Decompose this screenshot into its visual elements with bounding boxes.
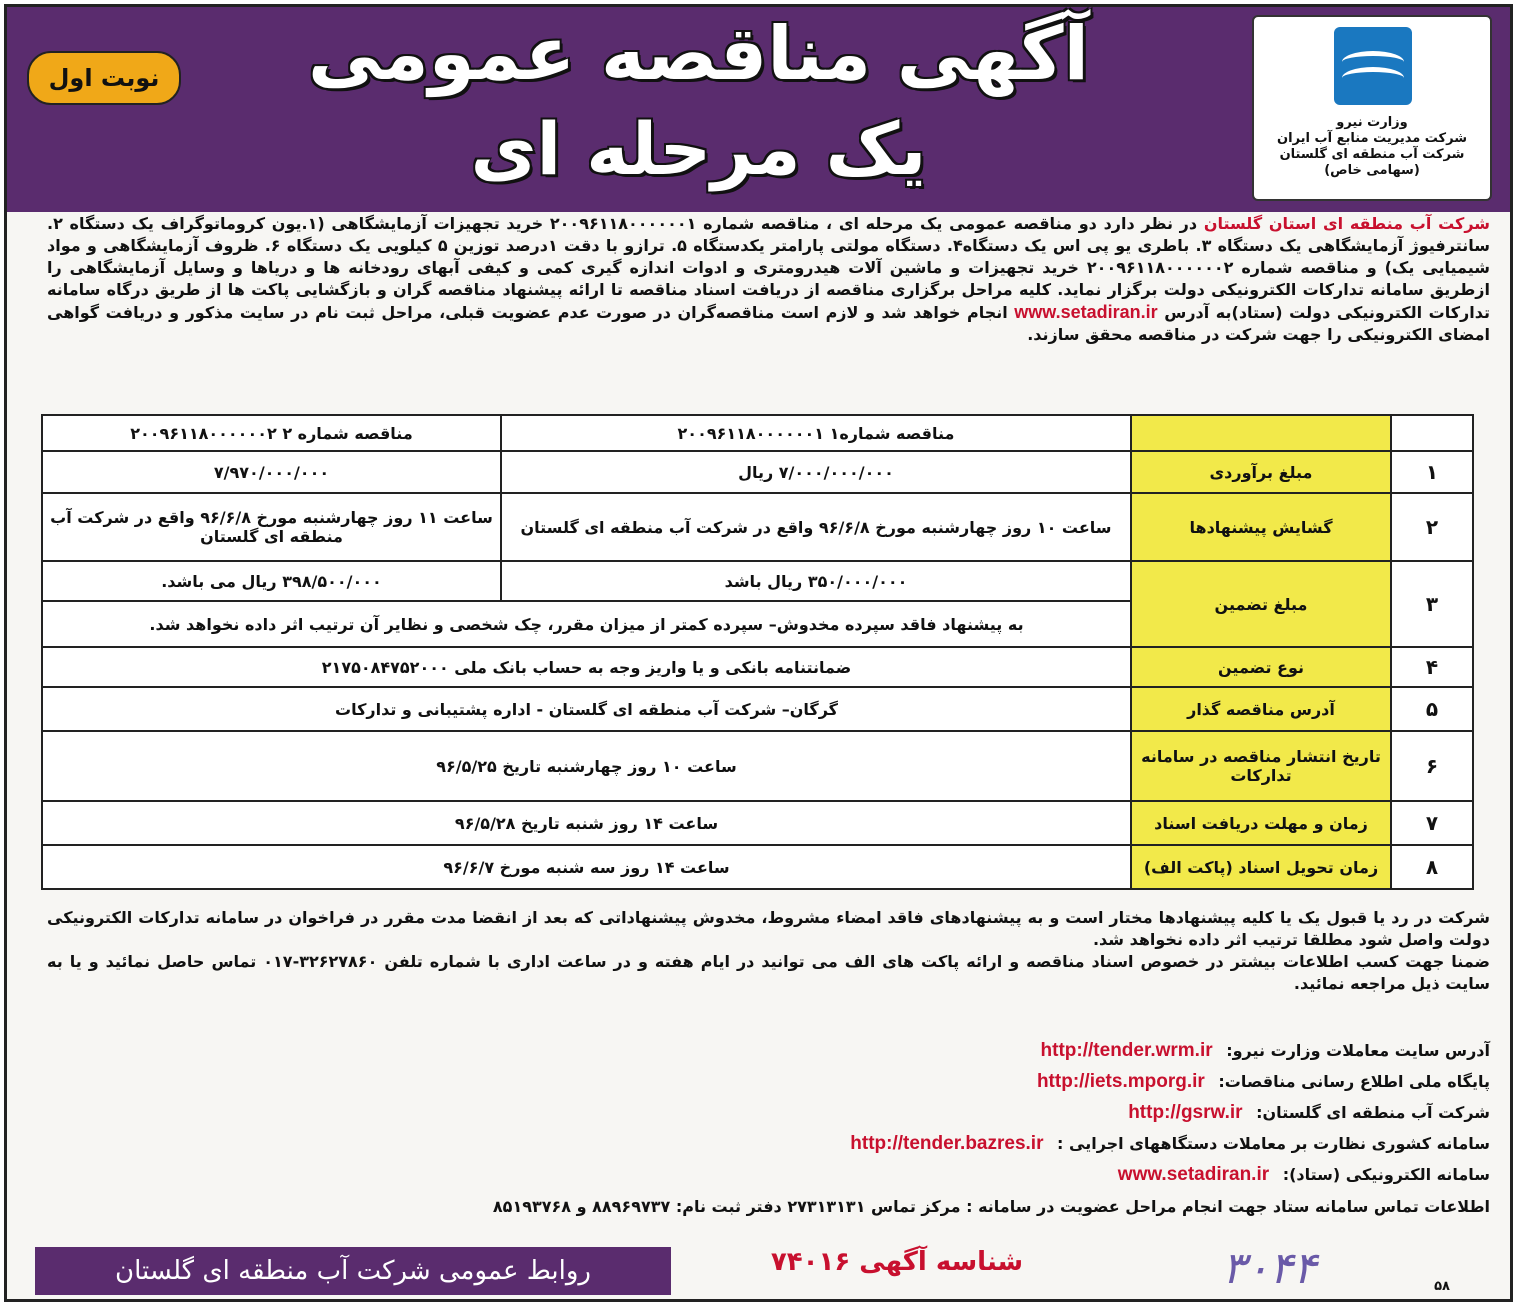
logo-line: شرکت آب منطقه ای گلستان <box>1279 147 1465 162</box>
row-number: ۸ <box>1391 845 1473 889</box>
link-label: شرکت آب منطقه ای گلستان: <box>1256 1103 1490 1122</box>
logo-line: وزارت نیرو <box>1336 115 1408 130</box>
table-row <box>42 451 1473 493</box>
row-number: ۷ <box>1391 801 1473 845</box>
terms-paragraph: شرکت در رد یا قبول یک یا کلیه پیشنهادها مختار است و به پیشنهادهای فاقد امضاء مشروط، مخدوش پیشنهاداتی که بعد از انقضا مدت مقرر در فراخوان در سامانه تدارکات الکترونیکی دولت واصل شود مطلقا ترتیب اثر داده نخواهد شد. <box>47 908 1490 949</box>
guarantee-note: به پیشنهاد فاقد سپرده مخدوش– سپرده کمتر از میزان مقرر، چک شخصی و نظایر آن ترتیب اثر داده نخواهد شد. <box>42 601 1131 647</box>
company-logo <box>1252 15 1492 201</box>
row-value: ساعت ۱۴ روز شنبه تاریخ ۹۶/۵/۲۸ <box>42 801 1131 845</box>
tender-notice <box>4 4 1513 1302</box>
logo-line: (سهامی خاص) <box>1324 163 1420 178</box>
tender1-value: ۳۵۰/۰۰۰/۰۰۰ ریال باشد <box>501 561 1131 601</box>
logo-line: شرکت مدیریت منابع آب ایران <box>1277 131 1467 146</box>
link-label: سامانه الکترونیکی (ستاد): <box>1282 1165 1490 1184</box>
ad-identifier: شناسه آگهی ۷۴۰۱۶ <box>770 1247 1024 1277</box>
table-row <box>42 647 1473 687</box>
link-label: آدرس سایت معاملات وزارت نیرو: <box>1226 1041 1490 1060</box>
intro-text-end: انجام خواهد شد و لازم است مناقصه‌گران در صورت عدم عضویت قبلی، مراحل ثبت نام در سایت مذکور و دریافت گواهی امضای الکترونیکی را جهت شرکت در مناقصه محقق سازند. <box>47 303 1490 344</box>
notice-title: آگهی مناقصه عمومی <box>308 11 1089 97</box>
row-label: مبلغ تضمین <box>1131 561 1391 647</box>
bazres-link[interactable]: http://tender.bazres.ir <box>850 1133 1044 1154</box>
tender2-value: ساعت ۱۱ روز چهارشنبه مورخ ۹۶/۶/۸ واقع در شرکت آب منطقه ای گلستان <box>42 493 501 561</box>
info-paragraph: ضمنا جهت کسب اطلاعات بیشتر در خصوص اسناد مناقصه و ارائه پاکت های الف می توانید در ایام هفته و در ساعت اداری با شماره تلفن ۳۲۶۲۷۸۶۰-۰۱۷ تماس حاصل نمائید و یا به سایت ذیل مراجعه نمائید. <box>47 952 1491 993</box>
water-wave-icon <box>1334 27 1412 105</box>
row-label: مبلغ برآوردی <box>1131 451 1391 493</box>
row-number: ۳ <box>1391 561 1473 647</box>
intro-paragraph <box>47 213 1490 346</box>
link-row <box>47 1035 1490 1066</box>
table-header-row <box>42 415 1473 451</box>
website-links <box>47 1035 1490 1190</box>
row-label: نوع تضمین <box>1131 647 1391 687</box>
row-label: آدرس مناقصه گذار <box>1131 687 1391 731</box>
setad-link[interactable]: www.setadiran.ir <box>1014 302 1158 322</box>
tender1-value: ۷/۰۰۰/۰۰۰/۰۰۰ ریال <box>501 451 1131 493</box>
notice-subtitle: یک مرحله ای <box>470 107 927 191</box>
row-label: زمان و مهلت دریافت اسناد <box>1131 801 1391 845</box>
row-label: تاریخ انتشار مناقصه در سامانه تدارکات <box>1131 731 1391 801</box>
row-number: ۱ <box>1391 451 1473 493</box>
header-band <box>7 7 1510 212</box>
row-number: ۲ <box>1391 493 1473 561</box>
link-label: سامانه کشوری نظارت بر معاملات دستگاههای اجرایی : <box>1057 1134 1490 1153</box>
setadiran-link[interactable]: www.setadiran.ir <box>1117 1164 1270 1185</box>
logo-caption <box>1260 115 1484 179</box>
tender-table <box>41 414 1474 890</box>
tender2-value: ۷/۹۷۰/۰۰۰/۰۰۰ <box>42 451 501 493</box>
row-label: گشایش پیشنهادها <box>1131 493 1391 561</box>
tender-wrm-link[interactable]: http://tender.wrm.ir <box>1040 1040 1213 1061</box>
footer-paragraphs <box>47 907 1490 995</box>
public-relations-band: روابط عمومی شرکت آب منطقه ای گلستان <box>35 1247 671 1295</box>
company-name: شرکت آب منطقه ای استان گلستان <box>1203 214 1491 233</box>
tender1-value: ساعت ۱۰ روز چهارشنبه مورخ ۹۶/۶/۸ واقع در شرکت آب منطقه ای گلستان <box>501 493 1131 561</box>
contact-info: اطلاعات تماس سامانه ستاد جهت انجام مراحل عضویت در سامانه : مرکز تماس ۲۷۳۱۳۱۳۱ دفتر ثبت نام: ۸۸۹۶۹۷۳۷ و ۸۵۱۹۳۷۶۸ <box>492 1197 1490 1216</box>
link-label: پایگاه ملی اطلاع رسانی مناقصات: <box>1218 1072 1490 1091</box>
row-value: گرگان– شرکت آب منطقه ای گلستان - اداره پشتیبانی و تدارکات <box>42 687 1131 731</box>
gsrw-link[interactable]: http://gsrw.ir <box>1128 1102 1243 1123</box>
intro-text: در نظر دارد دو مناقصه عمومی یک مرحله ای ، مناقصه شماره ۲۰۰۹۶۱۱۸۰۰۰۰۰۰۱ خرید تجهیزات آزمایشگاهی (۱.یون کروماتوگراف یک دستگاه ۲. سانترفیوژ آزمایشگاهی یک دستگاه ۳. باطری یو پی اس یک دستگاه۴. دستگاه مولتی پارامتر یکدستگاه ۵. ترازو با دقت ۱درصد توزین ۵ کیلویی یک دستگاه ۶. ظروف آزمایشگاهی و مواد شیمیایی یک) و مناقصه شماره ۲۰۰۹۶۱۱۸۰۰۰۰۰۰۲ خرید تجهیزات و ماشین آلات هیدرومتری و ادوات اندازه گیری کمی و کیفی آبهای رودخانه ها و دریاها و وسایل آزمایشگاهی را ازطریق سامانه تدارکات الکترونیکی دولت برگزار نماید. کلیه مراحل برگزاری مناقصه از دریافت اسناد مناقصه تا ارائه پیشنهاد مناقصه گران و بازگشایی پاکت ها از طریق درگاه سامانه تدارکات الکترونیکی دولت (ستاد)به آدرس <box>47 214 1491 322</box>
link-row <box>47 1097 1490 1128</box>
round-badge: نوبت اول <box>27 51 181 105</box>
link-row <box>47 1159 1490 1190</box>
row-value: ساعت ۱۴ روز سه شنبه مورخ ۹۶/۶/۷ <box>42 845 1131 889</box>
row-value: ساعت ۱۰ روز چهارشنبه تاریخ ۹۶/۵/۲۵ <box>42 731 1131 801</box>
table-row <box>42 731 1473 801</box>
row-number: ۶ <box>1391 731 1473 801</box>
row-number: ۵ <box>1391 687 1473 731</box>
row-number: ۴ <box>1391 647 1473 687</box>
table-row <box>42 687 1473 731</box>
tender2-value: ۳۹۸/۵۰۰/۰۰۰ ریال می باشد. <box>42 561 501 601</box>
page-number: ۵۸ <box>1434 1279 1450 1294</box>
link-row <box>47 1128 1490 1159</box>
row-label: زمان تحویل اسناد (پاکت الف) <box>1131 845 1391 889</box>
table-row <box>42 801 1473 845</box>
row-value: ضمانتنامه بانکی و یا واریز وجه به حساب بانک ملی ۲۱۷۵۰۸۴۷۵۲۰۰۰ <box>42 647 1131 687</box>
link-row <box>47 1066 1490 1097</box>
table-row <box>42 845 1473 889</box>
tender2-header: مناقصه شماره ۲ ۲۰۰۹۶۱۱۸۰۰۰۰۰۰۲ <box>42 415 501 451</box>
table-row <box>42 561 1473 601</box>
handwritten-note: ۳۰۴۴ <box>1222 1243 1317 1294</box>
iets-link[interactable]: http://iets.mporg.ir <box>1036 1071 1205 1092</box>
table-row <box>42 493 1473 561</box>
tender1-header: مناقصه شماره۱ ۲۰۰۹۶۱۱۸۰۰۰۰۰۰۱ <box>501 415 1131 451</box>
